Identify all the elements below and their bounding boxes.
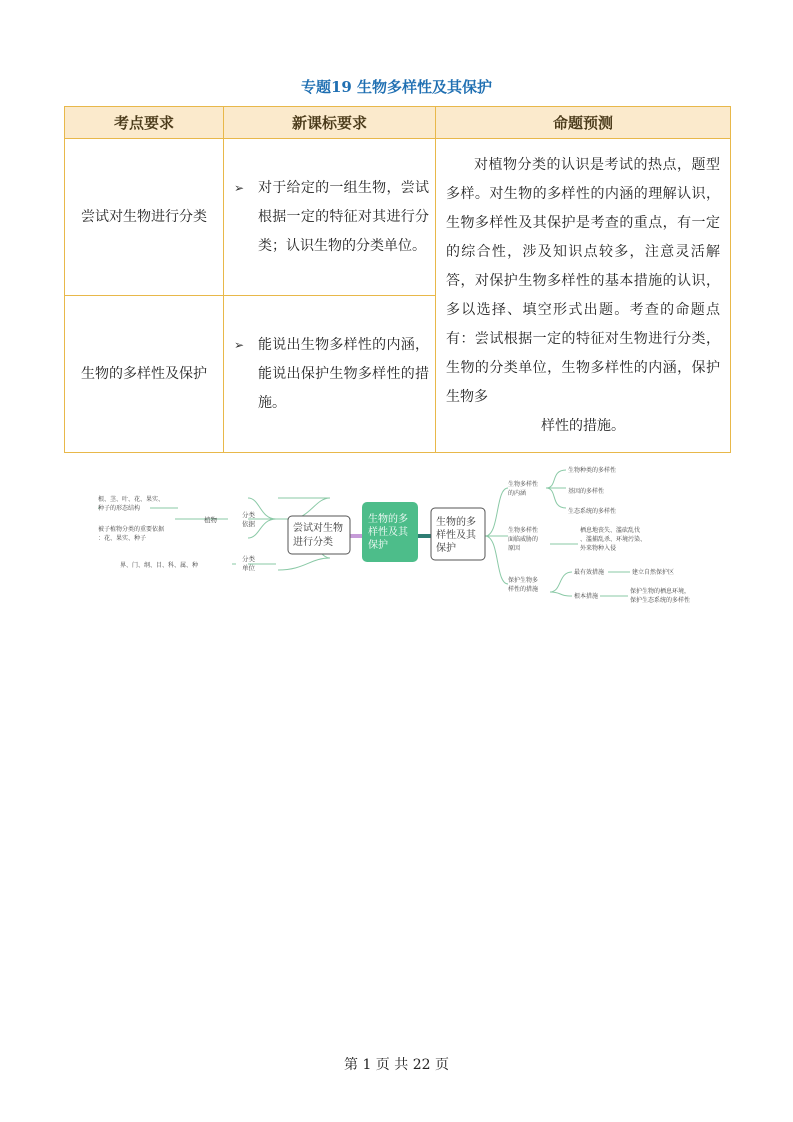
prediction-tail: 样性的措施。 — [541, 417, 625, 434]
connotation-label: 生物多样性的内涵 — [508, 481, 539, 497]
header-prediction: 命题预测 — [436, 107, 731, 139]
protect-label: 保护生物多样性的措施 — [508, 577, 539, 593]
connotation-item-2: 基因的多样性 — [568, 488, 605, 495]
protect-measure-1: 最有效措施 — [574, 569, 605, 576]
prediction-cell — [436, 139, 731, 453]
standard-cell — [224, 139, 436, 296]
point-cell: 尝试对生物进行分类 — [65, 139, 224, 296]
standard-text: 能说出生物多样性的内涵，能说出保护生物多样性的措施。 — [258, 336, 429, 411]
connotation-item-3: 生态系统的多样性 — [568, 508, 617, 515]
connotation-item-1: 生物种类的多样性 — [568, 467, 617, 474]
prediction-text: 对植物分类的认识是考试的热点，题型多样。对生物的多样性的内涵的理解认识，生物多样性及其保护是考查的重点，有一定的综合性，涉及知识点较多，注意灵活解答，对保护生物多样性的基本措施的认识，多以选择、填空形式出题。考查的命题点有：尝试根据一定的特征对生物进行分类，生物的分类单位，生物多样性的内涵，保护生物多 — [446, 156, 720, 405]
unit-label: 分类单位 — [242, 555, 255, 572]
classify-node-box — [288, 516, 350, 554]
requirements-table — [64, 106, 731, 453]
standard-cell — [224, 296, 436, 453]
classification-units: 界、门、纲、目、科、属、种 — [120, 562, 199, 569]
table-header-row — [65, 107, 731, 139]
threat-label: 生物多样性面临威胁的原因 — [508, 527, 539, 552]
center-node-label: 生物的多样性及其保护 — [368, 514, 408, 551]
plant-feature-2: 被子植物分类的重要依据：花、果实、种子 — [98, 526, 165, 542]
arrow-bullet-icon: ➢ — [234, 337, 245, 352]
table-row — [65, 139, 731, 296]
mind-map — [80, 458, 720, 608]
plant-feature-1: 根、茎、叶、花、果实、种子的形态结构 — [98, 496, 165, 512]
header-standard: 新课标要求 — [224, 107, 436, 139]
protect-measure-1-detail: 建立自然保护区 — [632, 569, 675, 576]
page-title: 专题19 生物多样性及其保护 — [300, 78, 493, 96]
arrow-bullet-icon: ➢ — [234, 180, 245, 195]
diversity-node-label: 生物的多样性及其保护 — [436, 517, 476, 554]
point-cell: 生物的多样性及保护 — [65, 296, 224, 453]
page-footer: 第 1 页 共 22 页 — [344, 1057, 449, 1073]
protect-measure-2-detail: 保护生物的栖息环境，保护生态系统的多样性 — [630, 588, 691, 604]
classify-node-label: 尝试对生物进行分类 — [293, 523, 343, 548]
basis-label: 分类依据 — [242, 511, 255, 528]
protect-measure-2: 根本措施 — [574, 593, 599, 600]
standard-text: 对于给定的一组生物，尝试根据一定的特征对其进行分类；认识生物的分类单位。 — [258, 179, 429, 254]
threat-reasons: 栖息地丧失、滥砍乱伐、滥捕乱杀、环境污染、外来物种入侵 — [580, 527, 647, 552]
plant-label: 植物 — [204, 516, 217, 524]
header-point: 考点要求 — [65, 107, 224, 139]
